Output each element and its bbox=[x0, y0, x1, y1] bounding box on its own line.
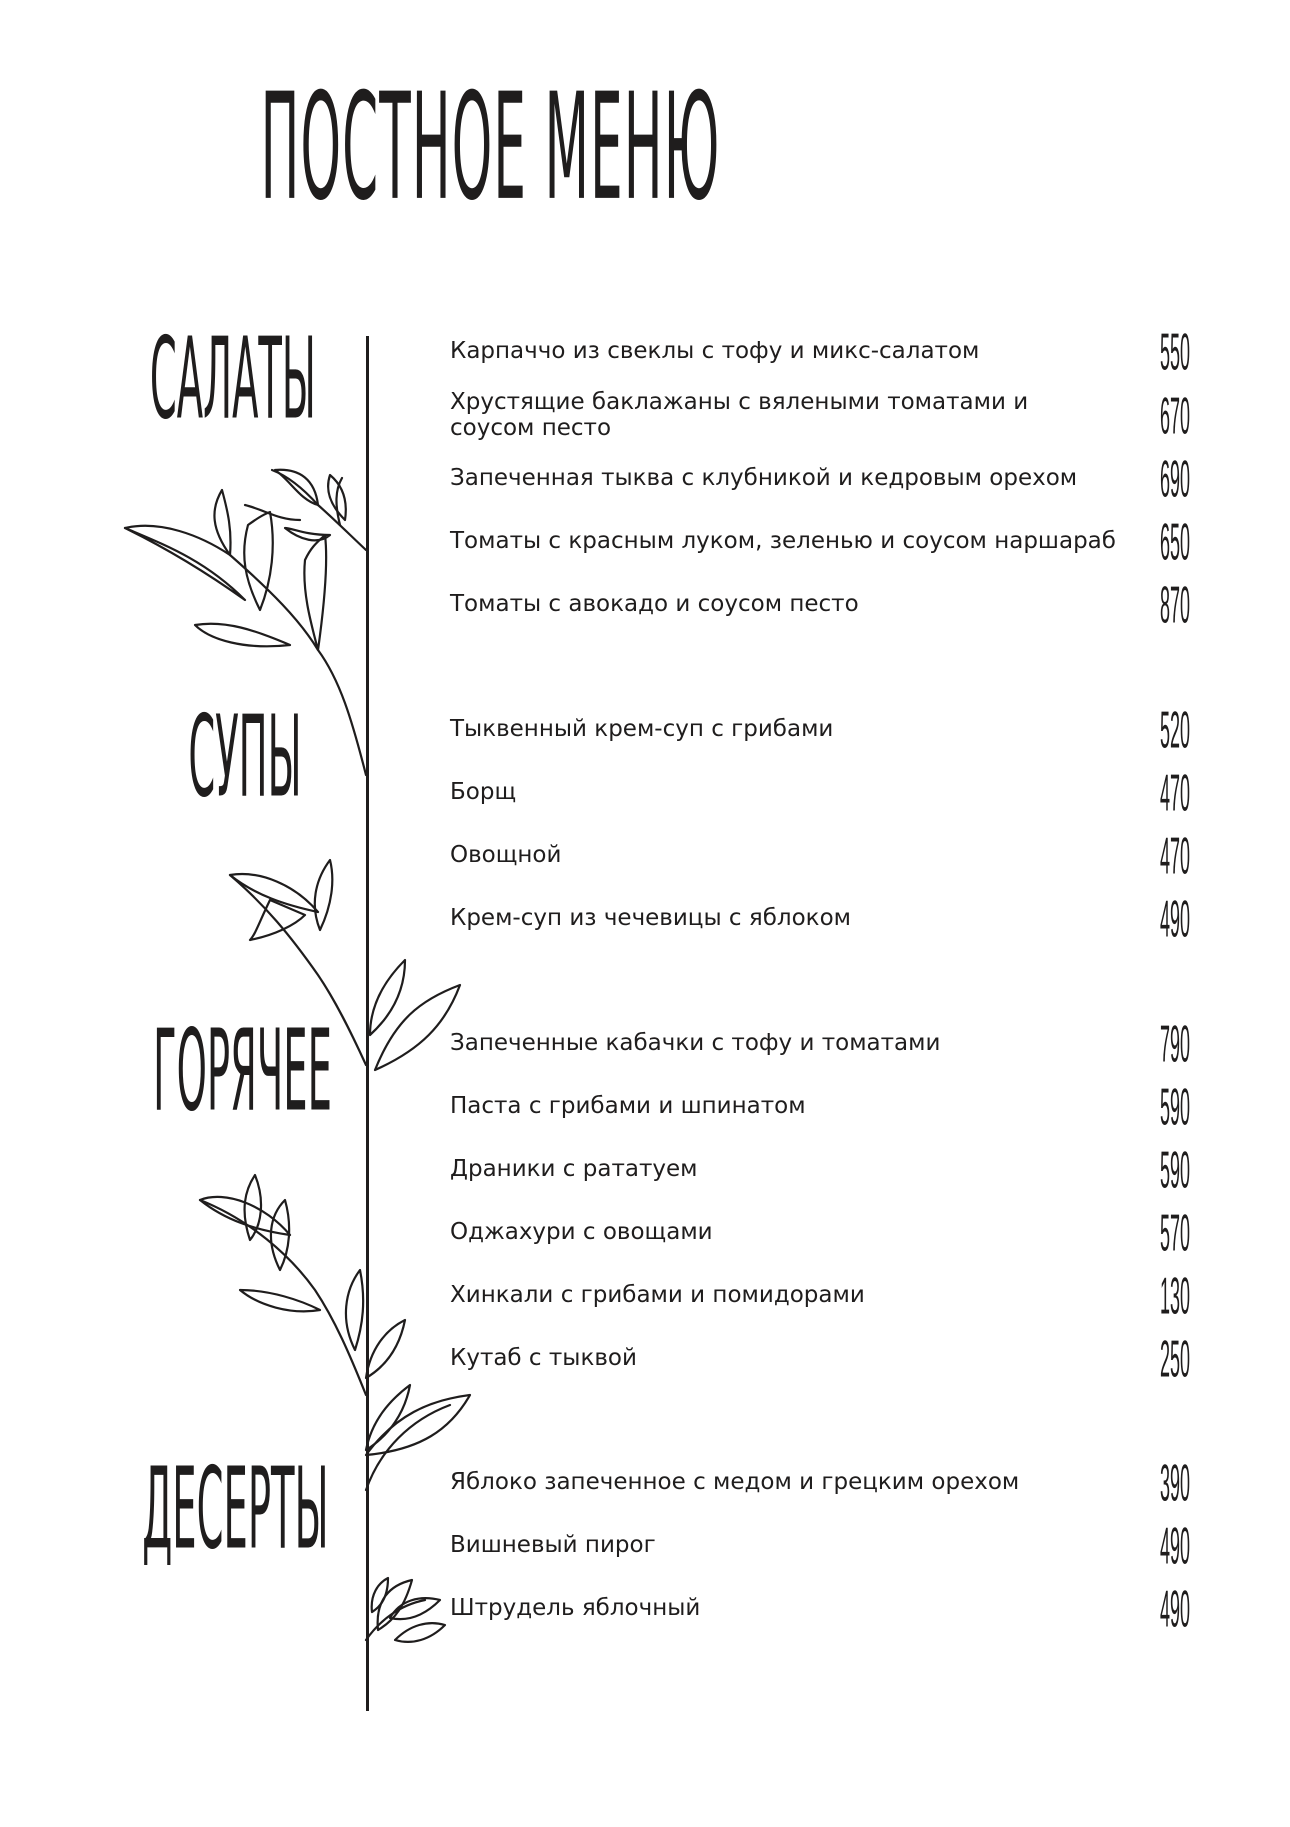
menu-item-price: 590 bbox=[1160, 1076, 1191, 1137]
menu-item-name: Кутаб с тыквой bbox=[450, 1345, 637, 1371]
menu-item-name: Хинкали с грибами и помидорами bbox=[450, 1282, 865, 1308]
menu-item-price: 490 bbox=[1160, 1515, 1191, 1576]
menu-item-price: 690 bbox=[1160, 448, 1191, 509]
menu-item-name: Крем-суп из чечевицы с яблоком bbox=[450, 905, 851, 931]
menu-item-name: Запеченная тыква с клубникой и кедровым орехом bbox=[450, 465, 1078, 491]
section-title-salads: САЛАТЫ bbox=[149, 313, 316, 445]
menu-item-price: 470 bbox=[1160, 762, 1191, 823]
section-title-hot: ГОРЯЧЕЕ bbox=[153, 1005, 332, 1137]
menu-item-name: Томаты с авокадо и соусом песто bbox=[450, 591, 859, 617]
menu-item-price: 650 bbox=[1160, 511, 1191, 572]
menu-item-price: 670 bbox=[1160, 385, 1191, 446]
menu-item-name: Хрустящие баклажаны с вялеными томатами и соусом песто bbox=[450, 389, 1029, 441]
page-title: ПОСТНОЕ МЕНЮ bbox=[260, 61, 721, 234]
menu-item-name: Яблоко запеченное с медом и грецким орехом bbox=[450, 1469, 1020, 1495]
menu-item-name: Томаты с красным луком, зеленью и соусом наршараб bbox=[450, 528, 1116, 554]
menu-item-price: 520 bbox=[1160, 699, 1191, 760]
menu-item-price: 590 bbox=[1160, 1139, 1191, 1200]
menu-item-price: 490 bbox=[1160, 888, 1191, 949]
menu-item-name: Борщ bbox=[450, 779, 517, 805]
menu-item-name: Драники с рататуем bbox=[450, 1156, 698, 1182]
menu-item-price: 790 bbox=[1160, 1013, 1191, 1074]
menu-item-price: 870 bbox=[1160, 574, 1191, 635]
menu-item-price: 490 bbox=[1160, 1578, 1191, 1639]
menu-item-name: Карпаччо из свеклы с тофу и микс-салатом bbox=[450, 338, 980, 364]
menu-item-name: Запеченные кабачки с тофу и томатами bbox=[450, 1030, 941, 1056]
menu-item-name: Паста с грибами и шпинатом bbox=[450, 1093, 806, 1119]
menu-item-name: Штрудель яблочный bbox=[450, 1595, 701, 1621]
menu-item-name: Тыквенный крем-суп с грибами bbox=[450, 716, 834, 742]
menu-item-name: Оджахури с овощами bbox=[450, 1219, 713, 1245]
menu-item-price: 250 bbox=[1160, 1328, 1191, 1389]
menu-item-name: Овощной bbox=[450, 842, 562, 868]
menu-item-price: 130 bbox=[1160, 1265, 1191, 1326]
menu-item-price: 550 bbox=[1160, 321, 1191, 382]
menu-item-name: Вишневый пирог bbox=[450, 1532, 656, 1558]
section-title-desserts: ДЕСЕРТЫ bbox=[142, 1443, 329, 1575]
menu-item-price: 470 bbox=[1160, 825, 1191, 886]
menu-item-price: 390 bbox=[1160, 1452, 1191, 1513]
menu-item-price: 570 bbox=[1160, 1202, 1191, 1263]
section-title-soups: СУПЫ bbox=[188, 691, 302, 823]
